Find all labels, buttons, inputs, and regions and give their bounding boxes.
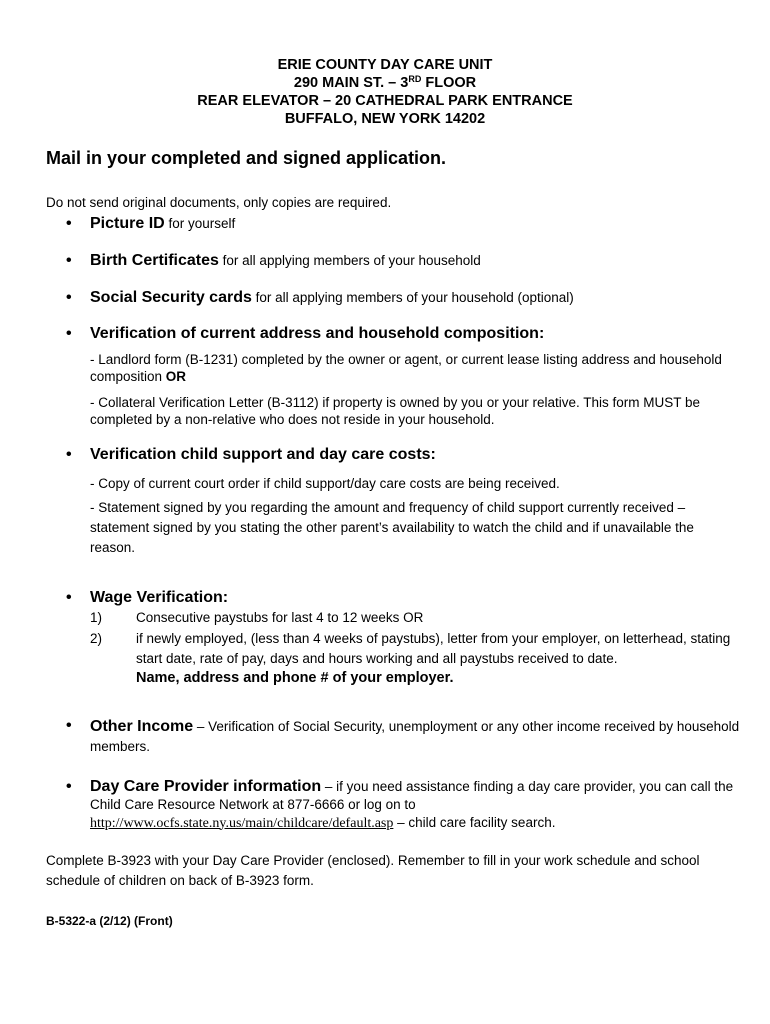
copies-note: Do not send original documents, only copies are required. bbox=[46, 195, 392, 210]
item-desc: – if you need assistance finding a day care provider, you can call the Child Care Resource Network at 877-6666 or log on to bbox=[90, 779, 734, 812]
item-desc: – Verification of Social Security, unemployment or any other income received by household members. bbox=[90, 719, 740, 754]
item-title: Picture ID bbox=[90, 215, 165, 232]
court-order-text: - Copy of current court order if child support/day care costs are being received. bbox=[90, 476, 560, 491]
item-desc: for all applying members of your household (optional) bbox=[251, 290, 574, 305]
header-line-2-main: 290 MAIN ST. – 3 bbox=[293, 75, 409, 91]
header-line-1: ERIE COUNTY DAY CARE UNIT bbox=[277, 57, 493, 73]
header-line-2-end: FLOOR bbox=[421, 75, 477, 91]
item-title: Other Income bbox=[90, 718, 194, 735]
statement-text: - Statement signed by you regarding the amount and frequency of child support currently received – statement signed by you stating the other parent’s availability to watch the child and if unavailable the reason. bbox=[90, 500, 694, 555]
mail-heading: Mail in your completed and signed application. bbox=[46, 148, 447, 168]
bullet-icon: • bbox=[66, 252, 72, 269]
item-social-security-cards bbox=[90, 289, 740, 307]
collateral-letter-text: - Collateral Verification Letter (B-3112) if property is owned by you or your relative. This form MUST be completed by a non-relative who does not reside in your household. bbox=[90, 395, 701, 427]
landlord-form-text bbox=[90, 351, 740, 385]
item-desc: for all applying members of your household bbox=[218, 253, 481, 268]
bullet-icon: • bbox=[66, 446, 72, 463]
bullet-icon: • bbox=[66, 717, 72, 734]
item-title: Verification of current address and household composition: bbox=[90, 325, 545, 342]
item-day-care-provider bbox=[90, 778, 740, 832]
wage-text-2: if newly employed, (less than 4 weeks of paystubs), letter from your employer, on letterhead, stating start date, rate of pay, days and hours working and all paystubs received to date. bbox=[136, 631, 731, 666]
item-title: Birth Certificates bbox=[90, 252, 219, 269]
item-other-income bbox=[90, 717, 740, 757]
item-child-support bbox=[90, 446, 740, 558]
wage-text-1: Consecutive paystubs for last 4 to 12 weeks OR bbox=[136, 610, 424, 625]
wage-number-1: 1) bbox=[90, 610, 103, 625]
header-line-3: REAR ELEVATOR – 20 CATHEDRAL PARK ENTRANCE bbox=[197, 93, 573, 109]
header-line-4: BUFFALO, NEW YORK 14202 bbox=[284, 111, 486, 127]
header-line-2 bbox=[0, 74, 770, 92]
item-wage-verification bbox=[90, 589, 740, 607]
item-title: Day Care Provider information bbox=[90, 778, 322, 795]
complete-b3923-instructions: Complete B-3923 with your Day Care Provider (enclosed). Remember to fill in your work schedule and school schedule of children on back of B-3923 form. bbox=[46, 853, 700, 888]
bullet-icon: • bbox=[66, 589, 72, 606]
ocfs-childcare-link[interactable]: http://www.ocfs.state.ny.us/main/childcare/default.asp bbox=[90, 815, 394, 831]
item-address-verification bbox=[90, 325, 740, 428]
or-text: OR bbox=[165, 369, 187, 384]
item-picture-id bbox=[90, 215, 740, 233]
bullet-icon: • bbox=[66, 325, 72, 342]
bullet-icon: • bbox=[66, 778, 72, 795]
office-address-header bbox=[0, 56, 770, 128]
item-desc: for yourself bbox=[164, 216, 236, 231]
employer-info-text: Name, address and phone # of your employer. bbox=[136, 670, 454, 686]
form-number: B-5322-a (2/12) (Front) bbox=[46, 914, 173, 928]
header-line-2-sup: RD bbox=[408, 74, 422, 84]
item-title: Verification child support and day care costs: bbox=[90, 446, 436, 463]
item-title: Wage Verification: bbox=[90, 589, 229, 606]
item-birth-certificates bbox=[90, 252, 740, 270]
wage-number-2: 2) bbox=[90, 631, 103, 646]
item-title: Social Security cards bbox=[90, 289, 252, 306]
landlord-form-desc: - Landlord form (B-1231) completed by the owner or agent, or current lease listing address and household composition bbox=[90, 352, 722, 384]
bullet-icon: • bbox=[66, 215, 72, 232]
facility-search-text: – child care facility search. bbox=[393, 814, 556, 830]
bullet-icon: • bbox=[66, 289, 72, 306]
